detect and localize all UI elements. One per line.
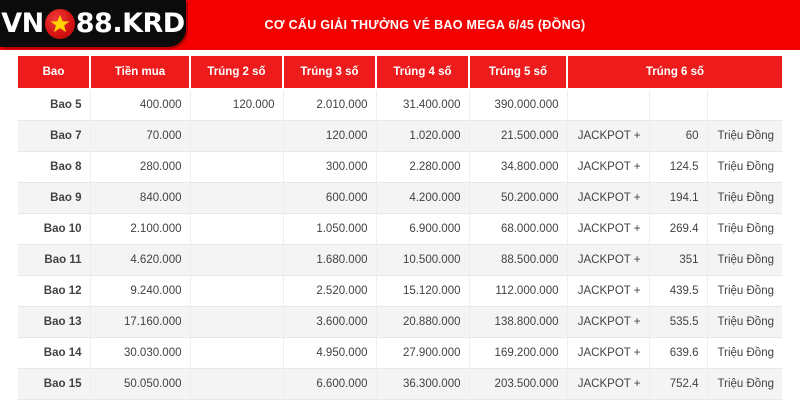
cell-bao: Bao 9 (18, 183, 90, 214)
cell-trung-2-so (190, 276, 283, 307)
column-header-trung-2-so: Trúng 2 số (190, 56, 283, 89)
cell-trung-2-so (190, 245, 283, 276)
table-row (18, 121, 782, 152)
cell-jackpot-label: JACKPOT + (567, 214, 649, 245)
cell-trung-4-so: 15.120.000 (376, 276, 469, 307)
cell-jackpot-label: JACKPOT + (567, 245, 649, 276)
cell-trung-4-so: 6.900.000 (376, 214, 469, 245)
cell-jackpot-unit: Triệu Đồng (707, 276, 782, 307)
prize-structure-table (18, 56, 782, 400)
cell-bao: Bao 5 (18, 89, 90, 121)
cell-jackpot-label (567, 89, 649, 121)
cell-trung-2-so (190, 338, 283, 369)
cell-trung-5-so: 50.200.000 (469, 183, 567, 214)
cell-jackpot-unit: Triệu Đồng (707, 338, 782, 369)
cell-trung-4-so: 2.280.000 (376, 152, 469, 183)
cell-trung-3-so: 2.520.000 (283, 276, 376, 307)
column-header-trung-5-so: Trúng 5 số (469, 56, 567, 89)
cell-trung-2-so (190, 214, 283, 245)
cell-bao: Bao 13 (18, 307, 90, 338)
cell-jackpot-value: 752.4 (649, 369, 707, 400)
cell-trung-5-so: 88.500.000 (469, 245, 567, 276)
cell-bao: Bao 10 (18, 214, 90, 245)
cell-jackpot-value: 194.1 (649, 183, 707, 214)
cell-jackpot-unit: Triệu Đồng (707, 214, 782, 245)
page-banner (0, 0, 800, 50)
cell-bao: Bao 7 (18, 121, 90, 152)
cell-trung-3-so: 1.680.000 (283, 245, 376, 276)
column-header-trung-6-so: Trúng 6 số (567, 56, 782, 89)
cell-trung-5-so: 390.000.000 (469, 89, 567, 121)
table-row (18, 369, 782, 400)
logo-text-left: VN (1, 8, 44, 39)
cell-tien-mua: 50.050.000 (90, 369, 190, 400)
cell-trung-3-so: 2.010.000 (283, 89, 376, 121)
cell-jackpot-unit (707, 89, 782, 121)
site-logo[interactable] (0, 0, 186, 47)
cell-tien-mua: 840.000 (90, 183, 190, 214)
cell-trung-2-so (190, 369, 283, 400)
cell-bao: Bao 14 (18, 338, 90, 369)
cell-jackpot-label: JACKPOT + (567, 183, 649, 214)
cell-trung-5-so: 203.500.000 (469, 369, 567, 400)
cell-jackpot-label: JACKPOT + (567, 121, 649, 152)
cell-trung-2-so (190, 121, 283, 152)
table-row (18, 214, 782, 245)
cell-trung-3-so: 120.000 (283, 121, 376, 152)
table-row (18, 245, 782, 276)
cell-trung-5-so: 68.000.000 (469, 214, 567, 245)
cell-tien-mua: 9.240.000 (90, 276, 190, 307)
cell-trung-5-so: 169.200.000 (469, 338, 567, 369)
cell-trung-2-so (190, 152, 283, 183)
cell-jackpot-label: JACKPOT + (567, 338, 649, 369)
cell-trung-2-so (190, 183, 283, 214)
cell-tien-mua: 2.100.000 (90, 214, 190, 245)
cell-trung-4-so: 36.300.000 (376, 369, 469, 400)
cell-bao: Bao 11 (18, 245, 90, 276)
cell-trung-3-so: 3.600.000 (283, 307, 376, 338)
cell-trung-4-so: 1.020.000 (376, 121, 469, 152)
cell-trung-5-so: 21.500.000 (469, 121, 567, 152)
cell-jackpot-unit: Triệu Đồng (707, 183, 782, 214)
cell-jackpot-unit: Triệu Đồng (707, 307, 782, 338)
cell-bao: Bao 12 (18, 276, 90, 307)
cell-jackpot-value: 535.5 (649, 307, 707, 338)
cell-trung-3-so: 1.050.000 (283, 214, 376, 245)
logo-text-right: 88.KRD (75, 8, 185, 39)
cell-trung-4-so: 10.500.000 (376, 245, 469, 276)
table-body (18, 89, 782, 400)
table-row (18, 89, 782, 121)
cell-bao: Bao 8 (18, 152, 90, 183)
cell-jackpot-value: 60 (649, 121, 707, 152)
cell-trung-4-so: 31.400.000 (376, 89, 469, 121)
column-header-trung-4-so: Trúng 4 số (376, 56, 469, 89)
table-row (18, 152, 782, 183)
cell-tien-mua: 30.030.000 (90, 338, 190, 369)
cell-trung-3-so: 6.600.000 (283, 369, 376, 400)
column-header-bao: Bao (18, 56, 90, 89)
cell-jackpot-label: JACKPOT + (567, 276, 649, 307)
table-row (18, 183, 782, 214)
column-header-trung-3-so: Trúng 3 số (283, 56, 376, 89)
cell-jackpot-unit: Triệu Đồng (707, 245, 782, 276)
cell-jackpot-label: JACKPOT + (567, 369, 649, 400)
cell-trung-4-so: 27.900.000 (376, 338, 469, 369)
prize-table-area (0, 50, 800, 400)
cell-jackpot-value: 124.5 (649, 152, 707, 183)
cell-tien-mua: 4.620.000 (90, 245, 190, 276)
table-header-row (18, 56, 782, 89)
cell-jackpot-value: 639.6 (649, 338, 707, 369)
cell-jackpot-unit: Triệu Đồng (707, 121, 782, 152)
cell-jackpot-unit: Triệu Đồng (707, 152, 782, 183)
cell-tien-mua: 17.160.000 (90, 307, 190, 338)
cell-trung-5-so: 34.800.000 (469, 152, 567, 183)
cell-jackpot-unit: Triệu Đồng (707, 369, 782, 400)
cell-jackpot-value: 269.4 (649, 214, 707, 245)
cell-trung-5-so: 112.000.000 (469, 276, 567, 307)
cell-tien-mua: 280.000 (90, 152, 190, 183)
star-icon (45, 9, 75, 39)
cell-trung-5-so: 138.800.000 (469, 307, 567, 338)
cell-trung-3-so: 4.950.000 (283, 338, 376, 369)
table-row (18, 307, 782, 338)
cell-jackpot-label: JACKPOT + (567, 307, 649, 338)
cell-jackpot-value: 351 (649, 245, 707, 276)
column-header-tien-mua: Tiền mua (90, 56, 190, 89)
cell-trung-3-so: 300.000 (283, 152, 376, 183)
cell-trung-2-so (190, 307, 283, 338)
cell-trung-4-so: 4.200.000 (376, 183, 469, 214)
cell-bao: Bao 15 (18, 369, 90, 400)
cell-trung-2-so: 120.000 (190, 89, 283, 121)
logo-inner (1, 9, 184, 39)
cell-trung-4-so: 20.880.000 (376, 307, 469, 338)
cell-tien-mua: 70.000 (90, 121, 190, 152)
cell-jackpot-value (649, 89, 707, 121)
table-header (18, 56, 782, 89)
page-title: CƠ CẤU GIẢI THƯỞNG VÉ BAO MEGA 6/45 (ĐỒNG) (264, 18, 586, 32)
table-row (18, 276, 782, 307)
cell-tien-mua: 400.000 (90, 89, 190, 121)
cell-trung-3-so: 600.000 (283, 183, 376, 214)
table-row (18, 338, 782, 369)
cell-jackpot-label: JACKPOT + (567, 152, 649, 183)
cell-jackpot-value: 439.5 (649, 276, 707, 307)
